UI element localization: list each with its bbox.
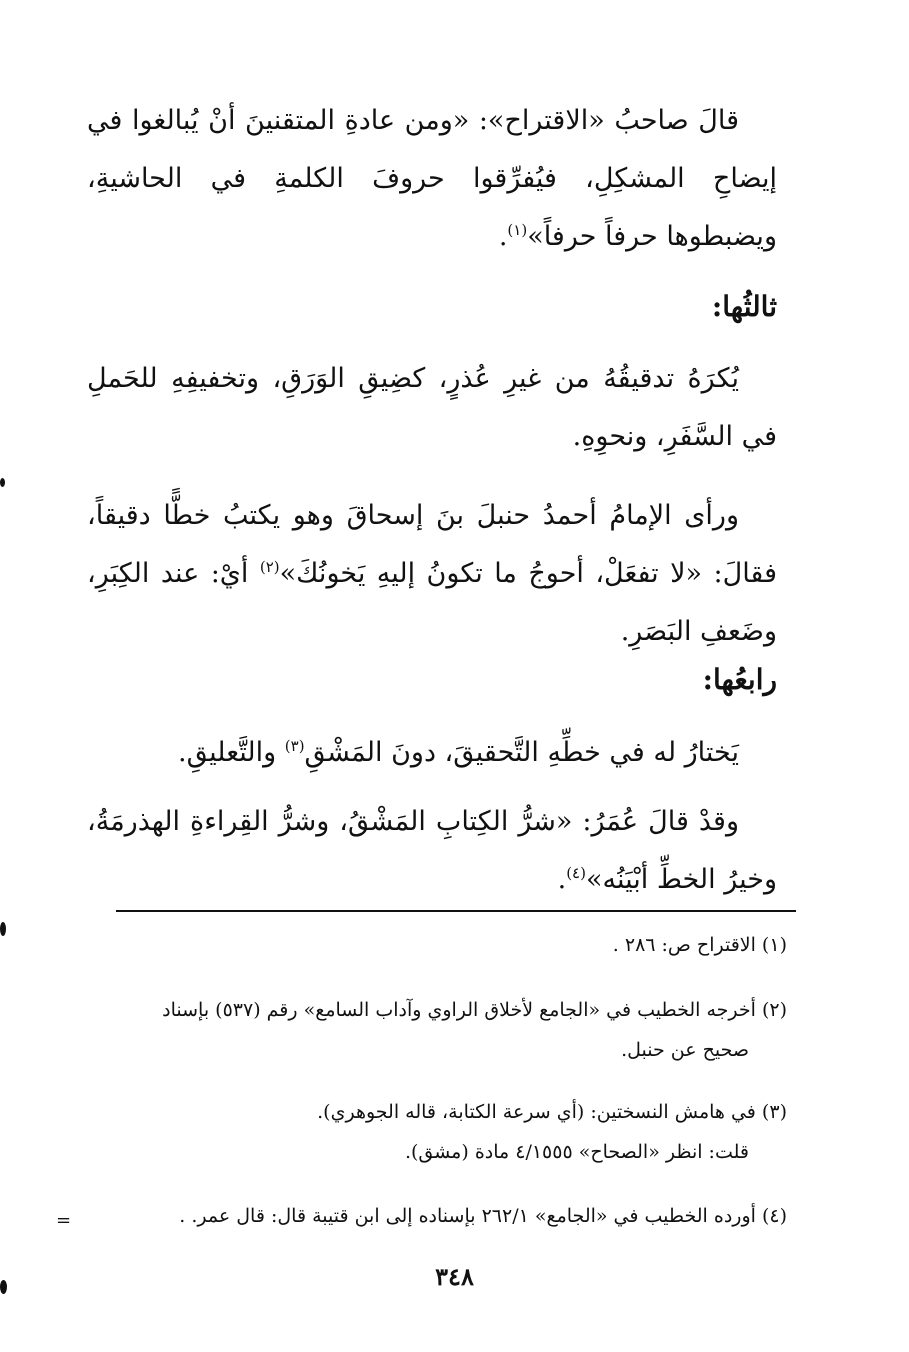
paragraph-imam-ahmad: ورأى الإمامُ أحمدُ حنبلَ بنَ إسحاقَ وهو يكتبُ خطًّا دقيقاً، فقالَ: «لا تفعَلْ، أحوجُ ما تكونُ إليهِ يَخونُكَ»$^{(٢)}$ أيْ: عند الكِبَرِ، وضَعفِ البَصَرِ. — [87, 500, 777, 647]
page-number: ٣٤٨ — [435, 1262, 474, 1291]
footnote-2-line-2: صحيح عن حنبل. — [621, 1039, 749, 1061]
footnote-3-line-1: (٣) في هامش النسختين: (أي سرعة الكتابة، قاله الجوهري). — [317, 1101, 787, 1123]
footnote-3 — [77, 1092, 787, 1172]
scan-dot-mark — [0, 1280, 7, 1294]
footnote-ref-1[interactable]: (١) — [507, 221, 528, 239]
paragraph-umar-quote: وقدْ قالَ عُمَرُ: «شرُّ الكِتابِ المَشْقُ، وشرُّ القِراءةِ الهذرمَةُ، وخيرُ الخطِّ أبْيَنُه»$^{(٤)}$. — [87, 806, 777, 895]
footnote-2 — [77, 990, 787, 1070]
paragraph-quote-iqtirah: قالَ صاحبُ «الاقتراح»: «ومن عادةِ المتقنينَ أنْ يُبالغوا في إيضاحِ المشكِلِ، فيُفرِّقوا حروفَ الكلمةِ في الحاشيةِ، ويضبطوها حرفاً حرفاً»$^{(١)}$. — [87, 105, 777, 252]
footnote-3-line-2: قلت: انظر «الصحاح» ٤/١٥٥٥ مادة (مشق). — [404, 1141, 749, 1163]
paragraph-fourth-rule: يَختارُ له في خطِّهِ التَّحقيقَ، دونَ المَشْقِ$^{(٣)}$ والتَّعليقِ. — [178, 737, 739, 768]
footnote-4: (٤) أورده الخطيب في «الجامع» ٢٦٢/١ بإسناده إلى ابن قتيبة قال: قال عمر. . — [179, 1205, 787, 1227]
footnote-2-line-1: (٢) أخرجه الخطيب في «الجامع لأخلاق الراوي وآداب السامع» رقم (٥٣٧) بإسناد — [162, 999, 787, 1021]
heading-third: ثالثُها: — [711, 290, 777, 323]
scan-dot-mark — [0, 478, 5, 487]
footnote-ref-2[interactable]: (٢) — [259, 558, 280, 576]
footnote-separator — [116, 910, 796, 912]
paragraph-third-rule: يُكرَهُ تدقيقُهُ من غيرِ عُذرٍ، كضِيقِ الوَرَقِ، وتخفيفِهِ للحَملِ في السَّفَرِ، ونحوِهِ. — [87, 363, 777, 452]
heading-fourth: رابعُها: — [702, 663, 777, 696]
footnote-1: (١) الاقتراح ص: ٢٨٦ . — [612, 934, 787, 956]
footnote-ref-3[interactable]: (٣) — [284, 737, 305, 755]
margin-mark: = — [56, 1210, 72, 1231]
footnote-ref-4[interactable]: (٤) — [566, 864, 586, 882]
scan-dot-mark — [0, 922, 6, 936]
